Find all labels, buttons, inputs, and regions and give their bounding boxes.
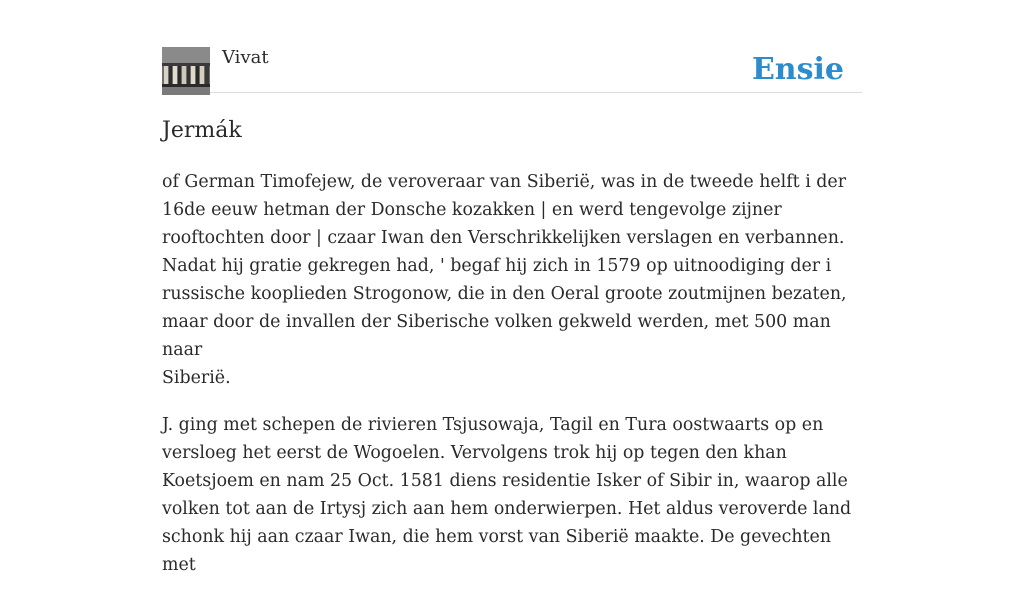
article-paragraph: of German Timofejew, de veroveraar van Siberië, was in de tweede helft i der 16de eeuw hetman der Donsche kozakken | en werd tengevolge zijner rooftochten door | czaar Iwan den Verschrikkelijken verslagen en verbannen. Nadat hij gratie gekregen had, ' begaf hij zich in 1579 op uitnoodiging der i russische kooplieden Strogonow, die in den Oeral groote zoutmijnen bezaten, maar door de invallen der Siberische volken gekweld werden, met 500 man naar Siberië.	[162, 172, 847, 388]
article-paragraph: J. ging met schepen de rivieren Tsjusowaja, Tagil en Tura oostwaarts op en versloeg het eerst de Wogoelen. Vervolgens trok hij op tegen den khan Koetsjoem en nam 25 Oct. 1581 diens residentie Isker of Sibir in, waarop alle volken tot aan de Irtysj zich aan hem onderwierpen. Het aldus veroverde land schonk hij aan czaar Iwan, die hem vorst van Siberië maakte. De gevechten met	[162, 415, 852, 575]
bookshelf-avatar-icon	[162, 47, 210, 95]
author-avatar[interactable]	[162, 47, 210, 95]
author-name-link[interactable]: Vivat	[222, 47, 269, 68]
article-body	[162, 168, 862, 598]
article-title: Jermák	[162, 118, 242, 143]
brand-logo-link[interactable]: Ensie	[751, 52, 844, 87]
header	[162, 46, 862, 93]
